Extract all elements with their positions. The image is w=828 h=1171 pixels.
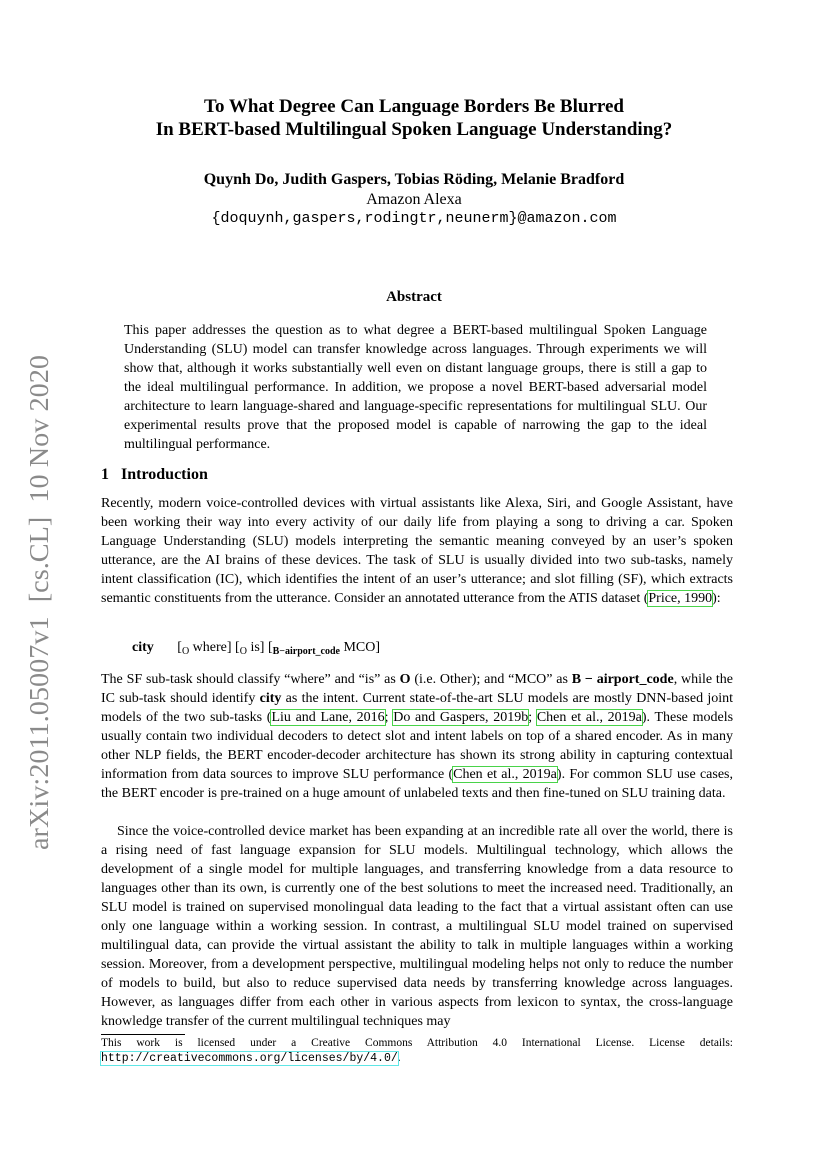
paragraph-text: ). These models usually contain two individual decoders to detect slot and intent labels on top of a shared encoder. As in many other NLP fields, the BERT encoder-decoder architecture has shown its strong ability in capturing contextual information from data sources to improve SLU performance ( [101,710,734,782]
section-number: 1 [101,466,109,483]
license-footnote [101,1036,733,1066]
author-emails: {doquynh,gaspers,rodingtr,neunerm}@amazon.com [211,210,617,227]
slot-tag: O [239,646,247,657]
example-word: is] [246,640,265,655]
paragraph-text: Recently, modern voice-controlled devices with virtual assistants like Alexa, Siri, and Google Assistant, have been working their way into every activity of our daily life from playing a song to driving a car. Spoken Language Understanding (SLU) models interpreting the semantic meaning conveyed by an user’s spoken utterance, are the AI brains of these devices. The task of SLU is usually divided into two sub-tasks, namely intent classification (IC), which identifies the intent of an user’s utterance; and slot filling (SF), which extracts semantic constituents from the utterance. Consider an annotated utterance from the ATIS dataset ( [101,496,733,606]
footnote-divider [101,1034,185,1035]
paragraph-text: (i.e. Other); and “MCO” as [410,672,572,687]
abstract-text: This paper addresses the question as to what degree a BERT-based multilingual Spoken Language Understanding (SLU) model can transfer knowledge across languages. Through experiments we will show that, although it works substantially well even on distant language groups, there is still a gap to the ideal multilingual performance. In addition, we propose a novel BERT-based adversarial model architecture to learn language-shared and language-specific representations for multilingual SLU. Our experimental results prove that the proposed model is capable of narrowing the gap to the ideal multilingual performance. [124,323,707,452]
paragraph-text: as the intent. Current state-of-the-art SLU models are mostly DNN-based joint models of the two sub-tasks ( [101,691,733,725]
author-list: Quynh Do, Judith Gaspers, Tobias Röding, Melanie Bradford [203,171,625,188]
slot-tag: B−airport_code [272,646,340,657]
footnote-text: This work is licensed under a Creative Commons Attribution 4.0 International License. License details: [101,1037,733,1049]
intro-paragraph-3: Since the voice-controlled device market has been expanding at an incredible rate all over the world, there is a rising need of fast language expansion for SLU models. Multilingual technology, which allows the development of a single model for multiple languages, and transferring knowledge from a data resource to languages other than its own, is currently one of the best solutions to meet the increased need. Traditionally, an SLU model is trained on supervised monolingual data leading to the fact that a virtual assistant often can use only one language within a working session. In contrast, a multilingual SLU model trained on supervised multilingual data, can provide the virtual assistant the ability to talk in multiple languages within a working session. Moreover, from a development perspective, multilingual modeling helps not only to reduce the number of models to build, but also to reduce supervised data needs by transferring knowledge across languages. However, as languages differ from each other in various aspects from lexicon to syntax, the cross-language knowledge transfer of the current multilingual techniques may [101,824,733,1029]
license-url-link[interactable]: http://creativecommons.org/licenses/by/4.0/ [101,1052,398,1065]
example-bracket: [ [264,640,273,655]
arxiv-id: arXiv:2011.05007v1 [cs.CL] 10 Nov 2020 [24,377,54,850]
slot-label-b: B − airport_code [571,672,674,687]
abstract-heading: Abstract [386,289,442,305]
footnote-end: . [397,1052,401,1064]
annotated-utterance-example [132,640,380,657]
example-word: where] [189,640,232,655]
affiliation: Amazon Alexa [366,191,462,208]
citation-link[interactable]: Liu and Lane, 2016 [271,710,385,725]
paper-title-line-2: In BERT-based Multilingual Spoken Language Understanding? [155,119,673,140]
slot-tag: O [181,646,190,657]
citation-link[interactable]: Chen et al., 2019a [536,710,642,725]
paragraph-text: ): [712,591,721,606]
example-word: MCO] [339,640,381,655]
section-title: Introduction [121,466,208,483]
arxiv-sidebar-svg [14,355,60,850]
citation-separator: ; [384,710,394,725]
arxiv-sidebar [14,355,60,850]
paragraph-text: ). For common SLU use cases, the BERT encoder is pre-trained on a huge amount of unlabeled texts and then fine-tuned on SLU training data. [101,767,733,801]
intro-paragraph-1 [101,494,733,608]
intent-label: city [259,691,282,706]
paragraph-text: , while the IC sub-task should identify [101,672,734,706]
example-bracket: [ [231,640,240,655]
example-intent-label: city [132,640,154,655]
paragraph-text: The SF sub-task should classify “where” and “is” as [101,672,400,687]
citation-link[interactable]: Do and Gaspers, 2019b [393,710,529,725]
intro-paragraph-2 [101,670,733,803]
example-bracket: [ [177,640,182,655]
slot-label-o: O [399,672,411,687]
citation-link[interactable]: Price, 1990 [648,591,713,606]
section-heading-introduction [101,466,208,484]
citation-separator: ; [528,710,537,725]
paper-title-line-1: To What Degree Can Language Borders Be Blurred [204,96,624,117]
citation-link[interactable]: Chen et al., 2019a [453,767,557,782]
